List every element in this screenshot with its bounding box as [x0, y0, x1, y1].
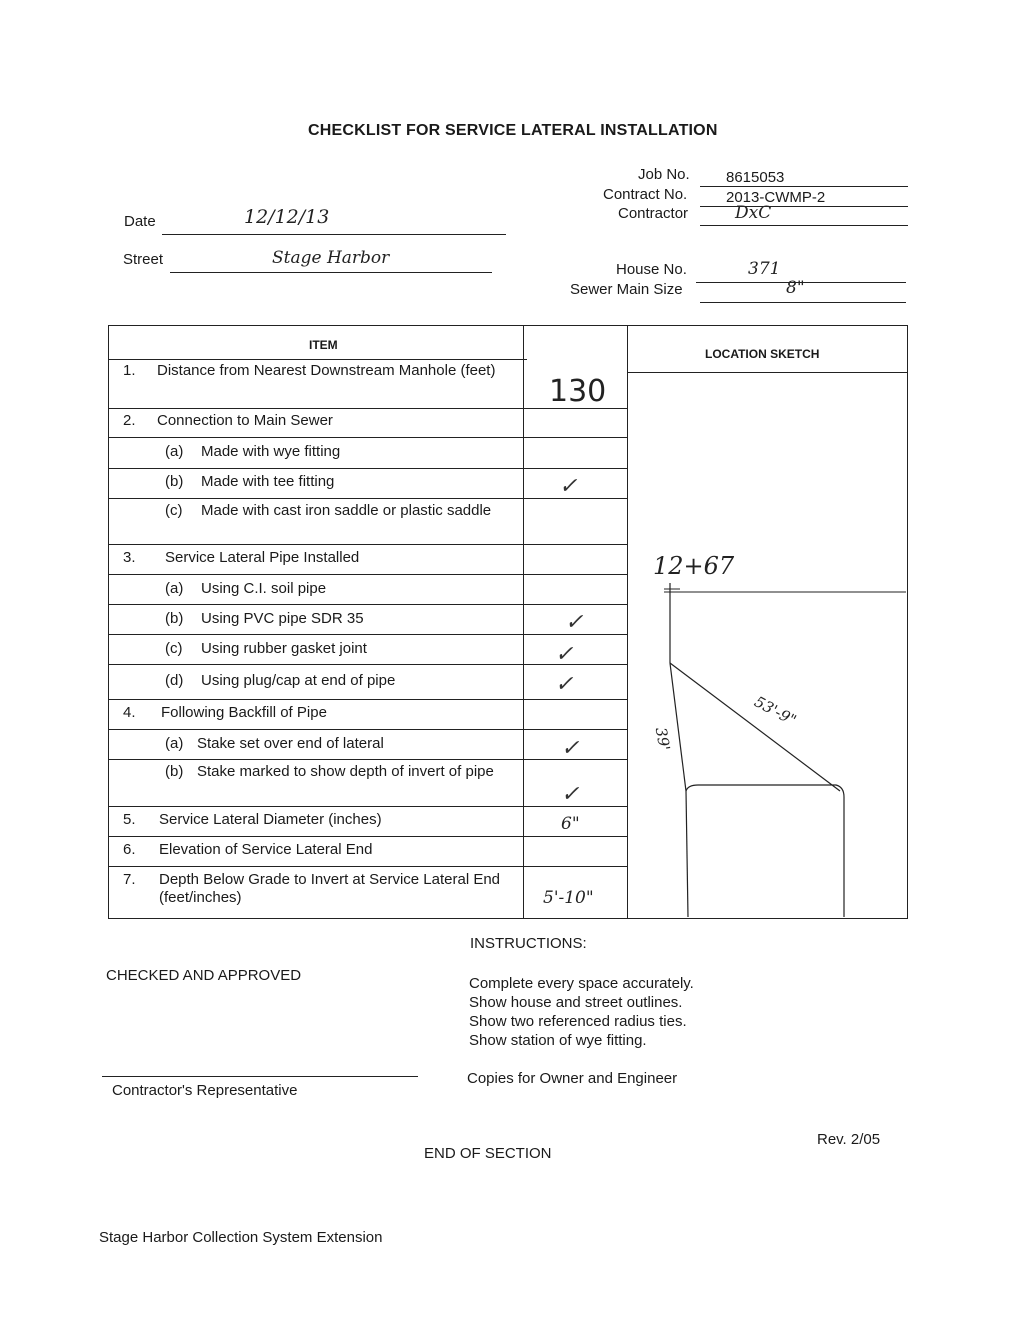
sewer-main-value: 8"	[786, 278, 805, 298]
checklist-table: ITEM LOCATION SKETCH 1. Distance from Nearest Downstream Manhole (feet) 130 2. Connection to Main Sewer (a) Made with wye fitting (b) Made with tee fitting ✓ (c) Made with cast iron saddle or plastic saddle 3. Service Lateral Pipe Installed (a) Using C.I. soil pipe (b) Using PVC pipe SDR 35 ✓ (c) Using rubber gasket joint ✓ (d) Using plug/cap at end of pipe ✓ 4. Following Backfill of Pipe (a) Stake set over end of lateral ✓ (b) Stake marked to show depth of invert of pipe ✓ 5. Service Lateral Diameter (inches) 6" 6. Elevation of Service Lateral End 7. Depth Below Grade to Invert at Service Lateral End (feet/inches) 5'-10" 12+67 39' 53'-9"	[108, 325, 908, 919]
instruction-line: Complete every space accurately.	[469, 975, 694, 992]
contract-no-label: Contract No.	[603, 186, 688, 203]
signature-line	[102, 1076, 418, 1077]
row-value: 130	[549, 374, 607, 409]
checked-approved-label: CHECKED AND APPROVED	[106, 967, 302, 984]
contractor-rep-label: Contractor's Representative	[112, 1082, 298, 1099]
check-mark: ✓	[555, 642, 574, 667]
depth-value: 5'-10"	[543, 888, 594, 908]
station-label: 12+67	[653, 552, 735, 580]
contractor-label: Contractor	[618, 205, 689, 222]
job-no-label: Job No.	[638, 166, 690, 183]
street-value: Stage Harbor	[272, 248, 390, 268]
instruction-line: Show house and street outlines.	[469, 994, 683, 1011]
check-mark: ✓	[561, 736, 580, 761]
contractor-field	[700, 207, 908, 226]
contract-no-value: 2013-CWMP-2	[726, 189, 826, 206]
job-no-value: 8615053	[726, 169, 785, 186]
copies-note: Copies for Owner and Engineer	[467, 1070, 678, 1087]
revision-label: Rev. 2/05	[817, 1131, 881, 1148]
check-mark: ✓	[559, 474, 578, 499]
instruction-line: Show two referenced radius ties.	[469, 1013, 687, 1030]
house-no-value: 371	[748, 259, 781, 279]
date-label: Date	[124, 213, 156, 230]
house-no-label: House No.	[616, 261, 687, 278]
end-of-section: END OF SECTION	[424, 1145, 552, 1162]
check-mark: ✓	[555, 672, 574, 697]
diameter-value: 6"	[561, 814, 580, 834]
check-mark: ✓	[565, 610, 584, 635]
street-label: Street	[123, 251, 164, 268]
date-field	[162, 216, 506, 235]
sewer-main-label: Sewer Main Size	[570, 281, 683, 298]
check-mark: ✓	[561, 782, 580, 807]
date-value: 12/12/13	[244, 206, 330, 228]
location-sketch	[628, 373, 906, 917]
footer-project: Stage Harbor Collection System Extension	[99, 1229, 383, 1246]
col-divider-value	[523, 326, 524, 918]
contractor-value: DxC	[735, 203, 772, 223]
tie-label-2: 53'-9"	[751, 692, 800, 730]
instructions-heading: INSTRUCTIONS:	[470, 935, 587, 952]
sketch-header: LOCATION SKETCH	[705, 347, 820, 361]
item-header: ITEM	[309, 338, 338, 352]
page-title: CHECKLIST FOR SERVICE LATERAL INSTALLATION	[308, 122, 718, 139]
tie-label-1: 39'	[651, 726, 674, 752]
instruction-line: Show station of wye fitting.	[469, 1032, 647, 1049]
